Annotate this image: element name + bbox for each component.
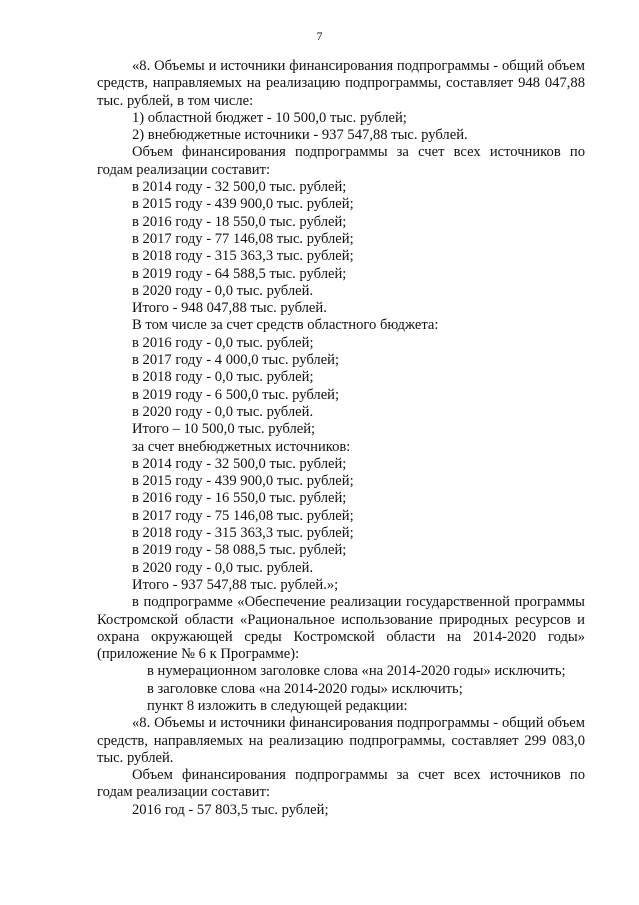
- year-line: в 2014 году - 32 500,0 тыс. рублей;: [132, 455, 347, 472]
- year-line: в 2018 году - 315 363,3 тыс. рублей;: [132, 248, 354, 265]
- year-line: в 2020 году - 0,0 тыс. рублей.: [132, 282, 314, 299]
- year-line: в 2015 году - 439 900,0 тыс. рублей;: [132, 473, 354, 490]
- year-line: в 2014 году - 32 500,0 тыс. рублей;: [132, 179, 347, 196]
- year-line: в 2015 году - 439 900,0 тыс. рублей;: [132, 196, 354, 213]
- list-item-extrabudgetary: 2) внебюджетные источники - 937 547,88 тыс. рублей.: [132, 127, 468, 144]
- document-body: [97, 58, 585, 819]
- paragraph-new-funding: «8. Объемы и источники финансирования подпрограммы - общий объем средств, направляемых на реализацию подпрограммы, составляет 299 083,0 тыс. рублей.: [97, 715, 585, 766]
- year-line: в 2018 году - 0,0 тыс. рублей;: [132, 369, 314, 386]
- paragraph-funding-by-years-2: Объем финансирования подпрограммы за счет всех источников по годам реализации составит:: [97, 767, 585, 801]
- total-line: Итого – 10 500,0 тыс. рублей;: [132, 421, 316, 438]
- year-line: в 2016 году - 0,0 тыс. рублей;: [132, 334, 314, 351]
- paragraph-subprogram-reference: в подпрограмме «Обеспечение реализации государственной программы Костромской области «Рациональное использование природных ресурсов и охрана окружающей среды Костромской области на 2014-2020 годы» (приложение № 6 к Программе):: [97, 594, 585, 663]
- paragraph-subprogram-funding: «8. Объемы и источники финансирования подпрограммы - общий объем средств, направляемых на реализацию подпрограммы, составляет 948 047,88 тыс. рублей, в том числе:: [97, 58, 585, 109]
- year-line: в 2017 году - 77 146,08 тыс. рублей;: [132, 230, 354, 247]
- year-line: в 2019 году - 58 088,5 тыс. рублей;: [132, 542, 347, 559]
- amendment-line: пункт 8 изложить в следующей редакции:: [147, 697, 408, 714]
- year-line: в 2017 году - 4 000,0 тыс. рублей;: [132, 352, 340, 369]
- total-line: Итого - 948 047,88 тыс. рублей.: [132, 300, 327, 317]
- amendment-line: в заголовке слова «на 2014-2020 годы» исключить;: [147, 680, 463, 697]
- list-item-regional-budget: 1) областной бюджет - 10 500,0 тыс. рублей;: [132, 109, 407, 126]
- year-line: в 2018 году - 315 363,3 тыс. рублей;: [132, 525, 354, 542]
- year-line: 2016 год - 57 803,5 тыс. рублей;: [132, 801, 329, 818]
- paragraph-funding-by-years: Объем финансирования подпрограммы за счет всех источников по годам реализации составит:: [97, 144, 585, 178]
- year-line: в 2019 году - 6 500,0 тыс. рублей;: [132, 386, 340, 403]
- amendment-line: в нумерационном заголовке слова «на 2014-2020 годы» исключить;: [147, 663, 566, 680]
- year-line: в 2020 году - 0,0 тыс. рублей.: [132, 403, 314, 420]
- year-line: в 2016 году - 18 550,0 тыс. рублей;: [132, 213, 347, 230]
- year-line: в 2016 году - 16 550,0 тыс. рублей;: [132, 490, 347, 507]
- year-line: в 2017 году - 75 146,08 тыс. рублей;: [132, 507, 354, 524]
- extrabudgetary-heading: за счет внебюджетных источников:: [132, 438, 351, 455]
- year-line: в 2019 году - 64 588,5 тыс. рублей;: [132, 265, 347, 282]
- year-line: в 2020 году - 0,0 тыс. рублей.: [132, 559, 314, 576]
- total-line: Итого - 937 547,88 тыс. рублей.»;: [132, 576, 339, 593]
- regional-budget-heading: В том числе за счет средств областного бюджета:: [132, 317, 439, 334]
- page-number: 7: [316, 29, 323, 43]
